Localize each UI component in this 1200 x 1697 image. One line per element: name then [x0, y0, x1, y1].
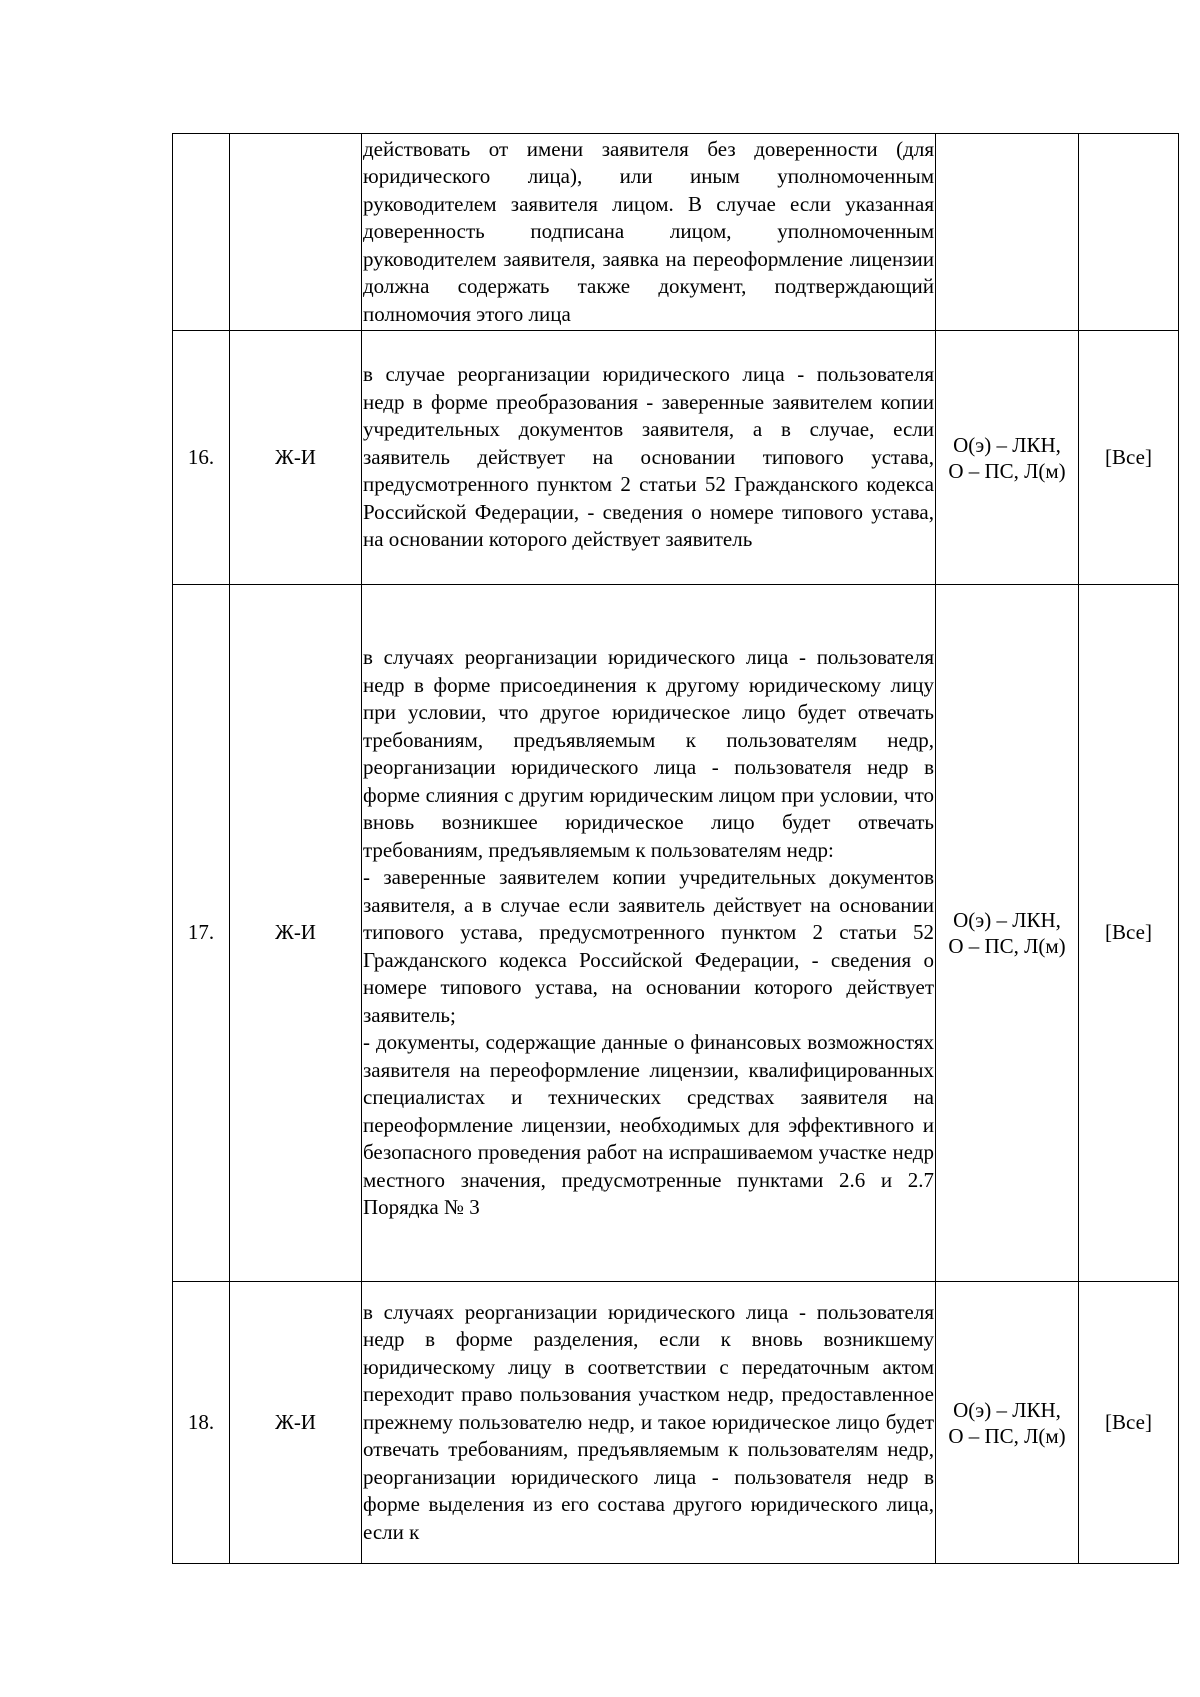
row-source [1079, 134, 1179, 331]
row-code [230, 134, 362, 331]
row-code: Ж-И [230, 331, 362, 585]
row-number: 16. [173, 331, 230, 585]
table-row [173, 585, 1179, 1282]
description-paragraph: в случаях реорганизации юридического лица - пользователя недр в форме разделения, если к вновь возникшему юридическому лицу в соответствии с передаточным актом переходит право пользования участком недр, предоставленное прежнему пользователю недр, и такое юридическое лицо будет отвечать требованиям, предъявляемым к пользователям недр, реорганизации юридического лица - пользователя недр в форме выделения из его состава другого юридического лица, если к [363, 1299, 934, 1544]
row-organization [936, 585, 1079, 1282]
organization-line: О(э) – ЛКН, [953, 1397, 1061, 1422]
organization-line: О – ПС, Л(м) [948, 934, 1066, 958]
description-paragraph: в случае реорганизации юридического лица - пользователя недр в форме преобразования - заверенные заявителем копии учредительных документов заявителя, а в случае, если заявитель действует на основании типового устава, предусмотренного пунктом 2 статьи 52 Гражданского кодекса Российской Федерации, - сведения о номере типового устава, на основании которого действует заявитель [363, 362, 934, 552]
table-row [173, 134, 1179, 331]
description-paragraph: действовать от имени заявителя без доверенности (для юридического лица), или иным уполномоченным руководителем заявителя лицом. В случае если указанная доверенность подписана лицом, уполномоченным руководителем заявителя, заявка на переоформление лицензии должна содержать также документ, подтверждающий полномочия этого лица [363, 136, 934, 326]
row-number: 18. [173, 1282, 230, 1564]
organization-line: О(э) – ЛКН, [953, 432, 1061, 457]
row-source: [Все] [1079, 331, 1179, 585]
row-organization [936, 331, 1079, 585]
table-row [173, 331, 1179, 585]
organization-line: О – ПС, Л(м) [948, 458, 1066, 483]
row-organization [936, 134, 1079, 331]
row-code: Ж-И [230, 585, 362, 1282]
row-description [362, 585, 936, 1282]
row-source: [Все] [1079, 585, 1179, 1282]
description-paragraph: в случаях реорганизации юридического лица - пользователя недр в форме присоединения к другому юридическому лицу при условии, что другое юридическое лицо будет отвечать требованиям, предъявляемым к пользователям недр, реорганизации юридического лица - пользователя недр в форме слияния с другим юридическим лицом при условии, что вновь возникшее юридическое лицо будет отвечать требованиям, предъявляемым к пользователям недр: [363, 645, 934, 862]
requirements-table [172, 133, 1179, 1564]
row-code: Ж-И [230, 1282, 362, 1564]
row-description [362, 1282, 936, 1564]
description-paragraph: - заверенные заявителем копии учредительных документов заявителя, а в случае если заявитель действует на основании типового устава, предусмотренного пунктом 2 статьи 52 Гражданского кодекса Российской Федерации, - сведения о номере типового устава, на основании которого действует заявитель; [363, 865, 934, 1027]
row-organization [936, 1282, 1079, 1564]
row-number [173, 134, 230, 331]
organization-line: О – ПС, Л(м) [948, 1423, 1066, 1448]
row-description [362, 331, 936, 585]
row-description [362, 134, 936, 331]
description-paragraph: - документы, содержащие данные о финансовых возможностях заявителя на переоформление лицензии, квалифицированных специалистах и технических средствах заявителя на переоформление лицензии, необходимых для эффективного и безопасного проведения работ на испрашиваемом участке недр местного значения, предусмотренные пунктами 2.6 и 2.7 Порядка № 3 [363, 1030, 934, 1220]
row-number: 17. [173, 585, 230, 1282]
organization-line: О(э) – ЛКН, [953, 908, 1061, 932]
table-row [173, 1282, 1179, 1564]
row-source: [Все] [1079, 1282, 1179, 1564]
